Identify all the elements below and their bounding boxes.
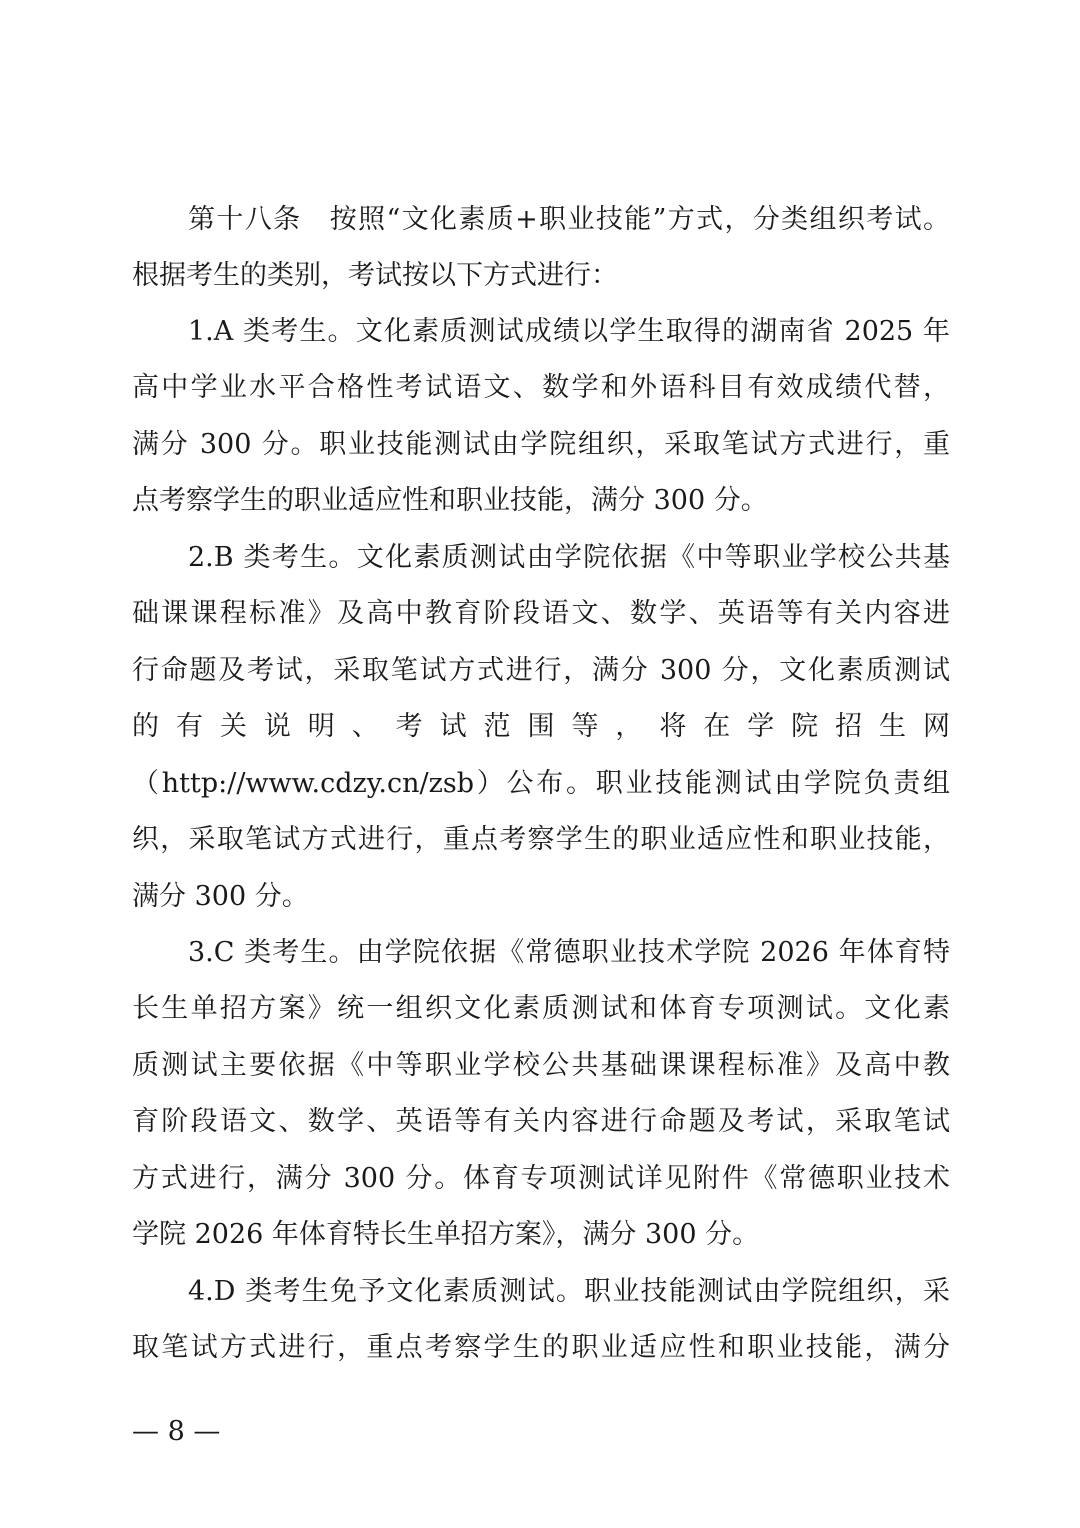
paragraph-line: 满分 300 分。职业技能测试由学院组织，采取笔试方式进行，重: [132, 429, 950, 460]
category-d-line: 4.D 类考生免予文化素质测试。职业技能测试由学院组织，采: [188, 1276, 950, 1307]
category-c-line: 3.C 类考生。由学院依据《常德职业技术学院 2026 年体育特: [188, 937, 950, 968]
article-18-heading-line: 第十八条 按照“文化素质+职业技能”方式，分类组织考试。: [188, 204, 950, 235]
url-line: （http://www.cdzy.cn/zsb）公布。职业技能测试由学院负责组: [132, 768, 950, 799]
page-number: — 8 —: [132, 1416, 221, 1447]
paragraph-line: 方式进行，满分 300 分。体育专项测试详见附件《常德职业技术: [132, 1163, 950, 1194]
paragraph-line: 高中学业水平合格性考试语文、数学和外语科目有效成绩代替，: [132, 372, 950, 403]
paragraph-line: 的有关说明、考试范围等，将在学院招生网: [132, 711, 950, 742]
paragraph-line: 织，采取笔试方式进行，重点考察学生的职业适应性和职业技能，: [132, 824, 950, 855]
paragraph-line: 行命题及考试，采取笔试方式进行，满分 300 分，文化素质测试: [132, 655, 950, 686]
paragraph-line: 学院 2026 年体育特长生单招方案》，满分 300 分。: [132, 1219, 760, 1250]
paragraph-line: 质测试主要依据《中等职业学校公共基础课课程标准》及高中教: [132, 1050, 950, 1081]
paragraph-line: 根据考生的类别，考试按以下方式进行：: [132, 260, 618, 291]
paragraph-line: 长生单招方案》统一组织文化素质测试和体育专项测试。文化素: [132, 993, 950, 1024]
paragraph-line: 育阶段语文、数学、英语等有关内容进行命题及考试，采取笔试: [132, 1106, 950, 1137]
paragraph-line: 取笔试方式进行，重点考察学生的职业适应性和职业技能，满分: [132, 1332, 950, 1363]
category-a-line: 1.A 类考生。文化素质测试成绩以学生取得的湖南省 2025 年: [188, 316, 950, 347]
paragraph-line: 础课课程标准》及高中教育阶段语文、数学、英语等有关内容进: [132, 598, 950, 629]
paragraph-line: 点考察学生的职业适应性和职业技能，满分 300 分。: [132, 485, 768, 516]
paragraph-line: 满分 300 分。: [132, 881, 309, 912]
category-b-line: 2.B 类考生。文化素质测试由学院依据《中等职业学校公共基: [188, 542, 950, 573]
